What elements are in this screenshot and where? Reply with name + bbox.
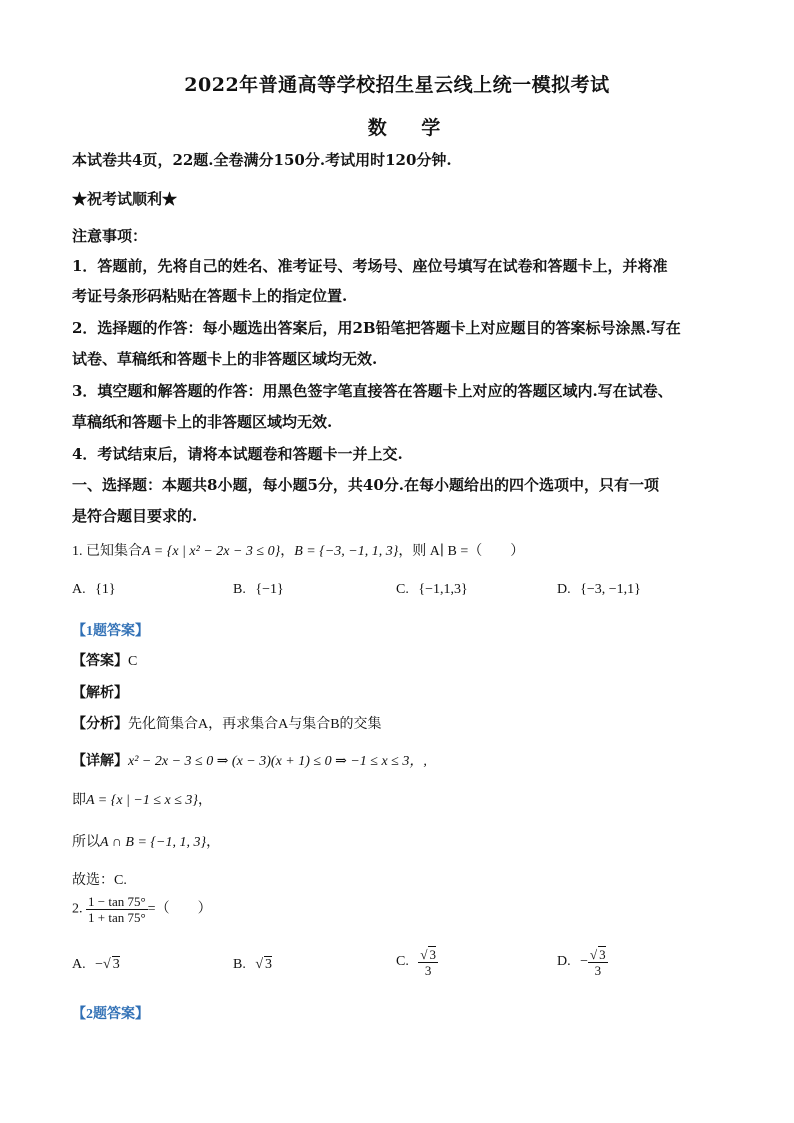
q1-analysis-tag: 【解析】 [72, 686, 128, 701]
stem-comma: ， [280, 544, 295, 559]
q1-answer-tag: 【1题答案】 [72, 624, 149, 639]
stem-text: ，则 A∣ B =（ ） [398, 544, 525, 559]
question-number: 2. [72, 901, 83, 917]
notice-title: 注意事项： [72, 227, 148, 245]
question-1-stem [72, 540, 524, 560]
notice-2-line-2: 试卷、草稿纸和答题卡上的非答题区域均无效. [72, 350, 378, 368]
notice-3-line-2: 草稿纸和答题卡上的非答题区域均无效. [72, 413, 333, 431]
q1-step-2: 所以A ∩ B = {−1, 1, 3}， [72, 835, 221, 850]
stem-text: 已知集合 [86, 544, 142, 559]
notice-3-line-1: 3．填空题和解答题的作答：用黑色签字笔直接答在答题卡上对应的答题区域内.写在试卷、 [72, 382, 673, 400]
exam-info: 本试卷共4页，22题.全卷满分150分.考试用时120分钟. [72, 151, 452, 169]
notice-1-line-1: 1．答题前，先将自己的姓名、准考证号、考场号、座位号填写在试卷和答题卡上，并将准 [72, 257, 668, 275]
q1-answer: 【答案】C [72, 654, 138, 669]
set-b-math: B = {−3, −1, 1, 3} [294, 544, 399, 559]
set-a-math: A = {x | x² − 2x − 3 ≤ 0} [142, 544, 281, 559]
q2-answer-tag: 【2题答案】 [72, 1007, 149, 1022]
notice-2-line-1: 2．选择题的作答：每小题选出答案后，用2B铅笔把答题卡上对应题目的答案标号涂黑.写在 [72, 319, 681, 337]
q1-step-1: 即A = {x | −1 ≤ x ≤ 3}， [72, 793, 213, 808]
subject-title: 数 学 [367, 117, 455, 139]
q1-conclusion: 故选：C. [72, 873, 127, 888]
radical-icon: √ [590, 947, 598, 962]
q2-option-c: C. $\frac{√ 3}{3}$ [396, 947, 436, 978]
radical-icon: √ [103, 957, 111, 972]
exam-title: 2022年普通高等学校招生星云线上统一模拟考试 [184, 74, 610, 96]
notice-1-line-2: 考证号条形码粘贴在答题卡上的指定位置. [72, 287, 348, 305]
q1-option-d: D. {−3, −1,1} [557, 582, 641, 597]
q2-option-b: B. √ 3 [233, 957, 273, 972]
notice-4: 4．考试结束后，请将本试题卷和答题卡一并上交. [72, 445, 403, 463]
section-heading-line-2: 是符合题目要求的. [72, 507, 198, 525]
q2-option-a: A. −√ 3 [72, 957, 120, 972]
q1-option-c: C. {−1,1,3} [396, 582, 468, 597]
q1-option-b: B. {−1} [233, 582, 284, 597]
section-heading-line-1: 一、选择题：本题共8小题，每小题5分，共40分.在每小题给出的四个选项中，只有一项 [72, 476, 659, 494]
good-luck-line: ★祝考试顺利★ [72, 190, 178, 208]
q2-option-d: D. − $\frac{√ 3}{3}$ [557, 947, 606, 978]
q1-option-a: A. {1} [72, 582, 116, 597]
radical-icon: √ [420, 947, 428, 962]
q1-fenxi: 【分析】先化简集合A，再求集合A与集合B的交集 [72, 717, 382, 732]
tan-fraction: $\frac{1 - \tan 75^\circ}{1 + \tan 75^\circ}$ [88, 894, 146, 925]
question-number: 1. [72, 544, 83, 559]
q1-detail: 【详解】x² − 2x − 3 ≤ 0 ⇒ (x − 3)(x + 1) ≤ 0 ⇒ −1 ≤ x ≤ 3，, [72, 754, 427, 769]
question-2-stem: 2. $\frac{1 - \tan 75^\circ}{1 + \tan 75^\circ}$ =（ ） [72, 894, 212, 925]
radical-icon: √ [255, 957, 264, 972]
